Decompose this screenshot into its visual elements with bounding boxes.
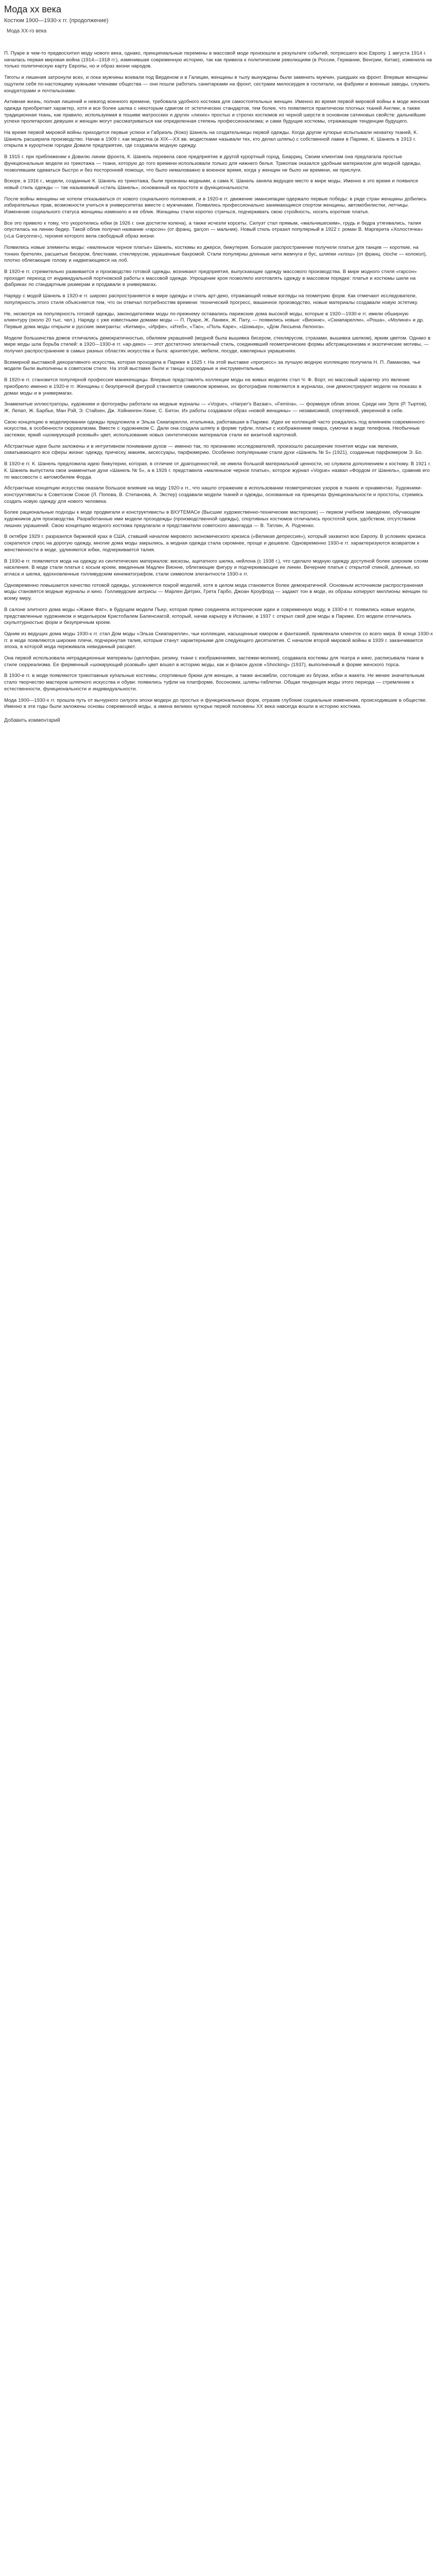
article-paragraph: Одним из ведущих дома моды 1930-х гг. стал Дом моды «Эльза Скиапарелли», чьи коллекции, насыщенные юмором и фантазией, привлекали клиенток со всего мира. В конце 1930-х гг. в моде появляются широкие плечи, подчеркнутая талия, которые станут характерными для следующего десятилетия. С началом второй мировой войны в 1939 г. заканчивается эпоха, в которой мода переживала невиданный расцвет. bbox=[4, 631, 433, 650]
article-paragraph: Всемирной выставкой декоративного искусства, которая проходила в Париже в 1925 г. На этой выставке «прогресс» за лучшую модную коллекцию получила Н. П. Ламанова, чье модели были выполнены в советском стиле. На этой выставке были и танцы хороводные и инструментальные. bbox=[4, 359, 421, 372]
article-paragraph: П. Пуаре в чем-то предвосхитил моду нового века, однако, принципиальные перемены в массовой моде произошли в результате событий, потрясшего всю Европу. 1 августа 1914 г. началась первая мировая война (1914—1918 гг.), изменившая современную историю, так как привела к политическим революциям (в России, Германии, Венгрии, Китае), изменила на только политическую карту Европы, но и образ жизни народов. bbox=[4, 50, 432, 70]
article-paragraph: Активная жизнь, полная лишений и невзгод военного времени, требовала удобного костюма для самостоятельных женщин. Именно во время первой мировой войны в моде женская одежда приобретает характер, хотя и все более шелка с некоторым сдвигом от эстетических стандартов, тем более, что появляется практически плотных тканей Англии, а также традиционная ткань, как правило, используемая в пошиве матросских и других «лихих» простых и строгих костюмов из черной шерсти в основном сатиновых свойств: дальнейшие успехи пролетарских девушек и женщин могут рассматриваться как определенная степень профессионализма; и сами будущие костюмы, отражающие тенденции будущего. bbox=[4, 99, 429, 125]
article-paragraph: Абстрактные идеи были заложены и в интуитивном понимании духов — именно так, по признанию исследователей, произошло расширение понятия моды как явления, охватывающего все сферы жизни: одежду, прическу, макияж, аксессуары, парфюмерию. Особенно популярными стали духи «Шанель № 5» (1921), созданные парфюмером Э. Бо. bbox=[4, 443, 423, 456]
article-paragraph: В 1920-е гг. К. Шанель предложила идею бижутерии, которая, в отличие от драгоценностей, не имела большой материальной ценности, но служила дополнением к костюму. В 1921 г. К. Шанель выпустила свои знаменитые духи «Шанель № 5», а в 1926 г. представила «маленькое черное платье», которое журнал «Vogue» назвал «Фордом от Шанель», сравнив его по массовости с автомобилем Форда. bbox=[4, 461, 431, 480]
article-paragraph: В салоне элитного дома моды «Жакке Фат», в будущем модели Пьер, которая прямо соединяла исторические идеи и современную моду, в 1930-е гг. появились новые модели, представленные художником и модельером Кристобалем Баленсиагой, который, начав карьеру в Испании, в 1937 г. открыл свой дом моды в Париже. Его модели отличались скульптурностью форм и безупречным кроем. bbox=[4, 606, 415, 626]
article-paragraph: Мода 1900—1930-х гг. прошла путь от вычурного силуэта эпохи модерн до простых и функциональных форм, отразив глубокие социальные изменения, происходившие в обществе. Именно в эти годы были заложены основы современной моды, а имена великих кутюрье первой половины XX века навсегда вошли в историю костюма. bbox=[4, 697, 427, 710]
article-paragraph: В 1930-е гг. в моде появляются трикотажные купальные костюмы, спортивные брюки для женщин, а также ансамбли, состоящие из блузки, юбки и жакета. Не менее значительным стало творчество мастеров шляпного искусства и обуви: появились туфли на платформе, босоножки, шляпы-таблетки. Общая тенденция моды этого периода — стремление к естественности, функциональности и индивидуальности. bbox=[4, 673, 425, 692]
page-title: Мода хх века bbox=[4, 4, 61, 14]
article-paragraph: В 1930-е гг. появляется мода на одежду из синтетических материалов: вискозы, ацетатного шелка, нейлона (с 1938 г.), что сделало модную одежду доступной более широким слоям населения. В моде стали платья с косым кроем, введенным Мадлен Вионне, облегающие фигуру и подчеркивающие ее линии. Вечерние платья с открытой спиной, длинные, из атласа и шелка, вдохновленные голливудским кинематографом, стали символом элегантности 1930-х гг. bbox=[4, 558, 428, 577]
article-paragraph: Абстрактные концепции искусства оказали большое влияние на моду 1920-х гг., что нашло отражение в использовании геометрических узоров в тканях и орнаментах. Художники-конструктивисты в Советском Союзе (Л. Попова, В. Степанова, А. Экстер) создавали модели тканей и одежды, основанные на принципах функциональности и простоты, стремясь создать новую одежду для нового человека. bbox=[4, 485, 424, 504]
article-paragraph: Она первой использовала нетрадиционные материалы (целлофан, резину, ткани с изображениями, застежки-молнии), создавала костюмы для театра и кино, расписывала ткани в стиле сюрреализма. Ее фирменный «шокирующий розовый» цвет вошел в историю моды, как и флакон духов «Shocking» (1937), выполненный в форме женского торса. bbox=[4, 655, 424, 668]
article-paragraph: Не, несмотря на популярность готовой одежды, законодателями моды по-прежнему оставались парижские дома высокой моды, которые в 1920—1930-е гг. имели обширную клиентуру (около 20 тыс. чел.). Наряду с уже известными домами моды — П. Пуаре, Ж. Ланвен, Ж. Пату, — появились новые: «Вионне», «Скиапарелли», «Роша», «Молине» и др. Первые дома моды открыли и русские эмигранты: «Китмир», «Ирфе», «Итеб», «Тао», «Поль Каре», «Шомьер», «Дом Люсьена Лелонга». bbox=[4, 311, 424, 330]
article-paragraph: Все это привело к тому, что укоротились юбки (в 1926 г. они достигли колена), а также исчезли корсеты. Силуэт стал прямым, «мальчишеским», грудь и бедра утягивались, талия опустилась на линию бедер. Такой облик получил название «гарсон» (от франц. garçon — мальчик). Новый стиль отразил популярный в 1922 г. роман В. Маргерита «Холостячка» («La Garçonne»), героиня которого вела свободный образ жизни. bbox=[4, 220, 423, 240]
article-paragraph: В 1920-е гг. становится популярной профессия манекенщицы. Впервые представлять коллекции моды на живых моделях стал Ч. Ф. Ворт, но массовый характер это явление приобрело именно в 1920-е гг. Женщины с безупречной фигурой становятся символом времени, их фотографии появляются в журналах, они демонстрируют модели на показах в домах моды и в универмагах. bbox=[4, 377, 422, 396]
article-paragraph: Свою концепцию в моделировании одежды предложила и Эльза Скиапарелли, итальянка, работавшая в Париже. Идеи ее коллекций часто рождались под влиянием современного искусства, в особенности сюрреализма. Вместе с художником С. Дали она создала шляпу в форме туфли, платье с изображением омара, сумочки в виде телефона. Необычные застежки, яркий «шокирующий розовый» цвет, использование новых синтетических материалов стали ее визитной карточкой. bbox=[4, 419, 425, 438]
article-paragraph: В 1920-е гг. стремительно развивается и производство готовой одежды, возникают предприятия, выпускающие одежду массового производства. В мире модного стиля «гарсон» проходит переход от индивидуальной портновской работы к массовой одежде. Упрощение кроя позволяло изготовлять одежду в массовом порядке: платья и костюмы шили на фабриках по стандартным размерам и продавали в универмагах. bbox=[4, 268, 417, 288]
article-paragraph: Тяготы и лишения затронули всех, и пока мужчины воевали под Верденом и в Галиции, женщины в тылу вынуждены были заменить мужчин, ушедших на фронт. Впервые женщины ощутили себя по-настоящему нужными членами общества — они пошли работать санитарками на фронт, сестрами милосердия в госпитали, на фабрики и военные заводы, служить кондукторами и почтальонами. bbox=[4, 75, 430, 94]
article-paragraph: Знаменитые иллюстраторы, художники и фотографы работали на модные журналы — «Vogue», «Harper's Bazaar», «Femina», — формируя облик эпохи. Среди них Эрте (Р. Тыртов), Ж. Лепап, Ж. Барбье, Ман Рэй, Э. Стайхен, Дж. Хойнинген-Хюне, С. Битон. Их работы создавали образ «новой женщины» — независимой, спортивной, уверенной в себе. bbox=[4, 401, 427, 414]
article-paragraph: После войны женщины не хотели отказываться от нового социального положения, и в 1920-е гг. движение эмансипации одержало первые победы: в ряде стран женщины добились избирательных прав, возможности учиться в университетах вместе с мужчинами. Появились профессионально занимающиеся спортом женщины, автомобилистки, летчицы. Изменение социального статуса женщины изменило и ее облик. Женщины стали коротко стричься, подчеркивать свою стройность, носить короткие платья. bbox=[4, 196, 427, 215]
article-paragraph: Вскоре, в 1916 г., модели, созданные К. Шанель из трикотажа, были признаны модными, а сама К. Шанель заняла ведущее место в мире моды. Именно в это время и появился новый стиль одежды — так называемый «стиль Шанель», основанный на простоте и функциональности. bbox=[4, 178, 418, 191]
article-body bbox=[4, 50, 433, 710]
article-paragraph: Одновременно повышается качество готовой одежды, усложняется покрой моделей, хотя в целом мода становится более демократичной. Основным источником распространения моды становятся модные журналы и кино. Голливудские актрисы — Марлен Дитрих, Грета Гарбо, Джоан Кроуфорд — задают тон в моде, их образы копируют миллионы женщин по всему миру. bbox=[4, 582, 428, 602]
article-paragraph: В октябре 1929 г. разразился биржевой крах в США, ставший началом мирового экономического кризиса («Великая депрессия»), который захватил всю Европу. В условиях кризиса сократился спрос на дорогую одежду, многие дома моды закрылись, а модная одежда стала скромнее, проще и дешевле. Одновременно 1930-е гг. характеризуются возвратом к женственности в моде, удлиняются юбки, подчеркивается талия. bbox=[4, 534, 426, 553]
article-paragraph: Появились новые элементы моды: «маленькое черное платье» Шанель, костюмы из джерси, бижутерия. Большое распространение получили платья для танцев — короткие, на тонких бретелях, расшитые бисером, блестками, стеклярусом, украшенные бахромой. Стали популярны длинные нити жемчуга и бус, шляпки «клош» (от франц. cloche — колокол), плотно облегающие голову и надвигающиеся на лоб. bbox=[4, 244, 427, 264]
article-paragraph: Более рациональные подходы к моде продвигали и конструктивисты в ВХУТЕМАСе (Высшие художественно-технические мастерские) — первом учебном заведении, обучающем художников для производства. Разработанные ими модели прозодежды (производственной одежды), спортивных костюмов отличались простотой кроя, удобством, отсутствием лишних украшений. Свою концепцию модного костюма предлагали и представители советского авангарда — В. Татлин, А. Родченко. bbox=[4, 510, 420, 529]
article-paragraph: Наряду с модой Шанель в 1920-е гг. широко распространяется в мире одежды и стиль арт-деко, отражающий новые взгляды на геометрию форм. Как отмечают исследователи, популярность этого стиля объясняется тем, что он отвечал потребностям времени: технический прогресс, машинное производство, новые материалы создавали новую эстетику. bbox=[4, 293, 418, 306]
image-caption: Мода ХХ-го века bbox=[7, 28, 47, 34]
article-paragraph: Модели большинства домов отличались демократичностью, обилием украшений (модной была вышивка бисером, стеклярусом, стразами, вышивка шелком), ярким цветом. Однако в мире моды шла борьба стилей: в 1920—1930-е гг. «ар-деко» — этот достаточно элегантный стиль, соединявший геометрические формы абстракционизма и экзотические мотивы, — получил распространение в самых разных областях искусства и быта: архитектуре, мебели, посуде, ювелирных украшениях. bbox=[4, 335, 431, 354]
add-comment-link[interactable]: Добавить комментарий bbox=[4, 717, 60, 723]
article-paragraph: На время первой мировой войны приходится первые успехи и Габриэль (Коко) Шанель на создательницы первой одежды. Когда другие кутюрье испытывали нехватку тканей, К. Шанель расширила производство. Начав в 1909 г. как модистка (в ХIХ—ХХ вв. модистками называли тех, кто делал шляпы) с собственной лавки в Париже, К. Шанель в 1913 г. открыла в курортном городке Довиле предприятие, где создавала модную одежду. bbox=[4, 130, 418, 149]
article-paragraph: В 1915 г. при приближении к Довилю линии фронта, К. Шанель перевела свое предприятие в другой курортный город, Биарриц. Своим клиентам она предлагала простые функциональные модели из трикотажа — ткани, которую до того времени использовали только для нижнего белья. Трикотаж оказался удобным материалом для модной одежды, позволявшим одеваться быстро и без посторонней помощи, что было немаловажно в военное время, когда у женщин не было ни времени, ни прислуги. bbox=[4, 154, 422, 173]
page-subtitle: Костюм 1900—1930-х гг. (продолжение) bbox=[4, 18, 109, 24]
